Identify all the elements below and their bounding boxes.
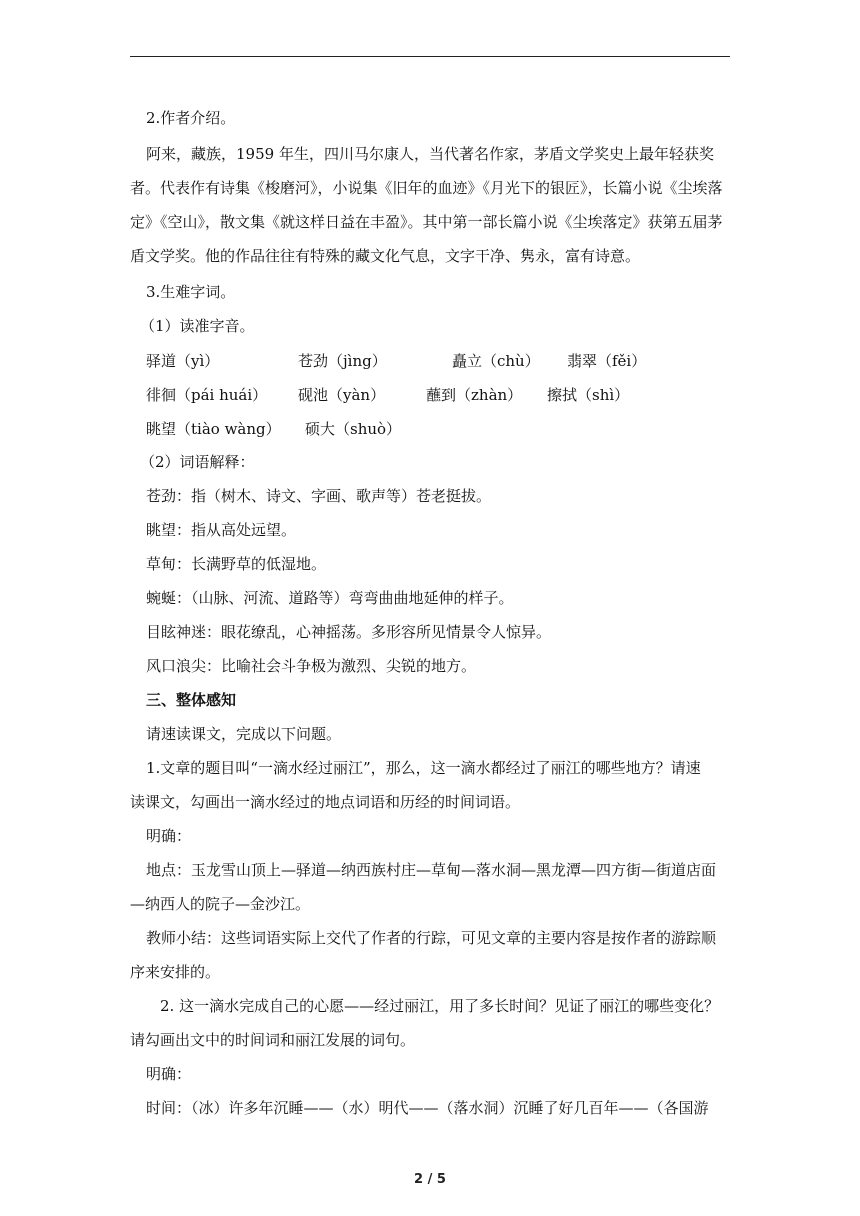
author-paragraph-line-1: 阿来，藏族，1959 年生，四川马尔康人，当代著名作家，茅盾文学奖史上最年轻获奖 [146,145,714,163]
page-number: 2 / 5 [414,1172,446,1187]
question-2-line-2: 请勾画出文中的时间词和丽江发展的词句。 [130,1031,416,1049]
definition-item: 风口浪尖：比喻社会斗争极为激烈、尖锐的地方。 [146,657,477,675]
answer-label-1: 明确： [146,827,192,845]
author-paragraph-line-3: 定》《空山》，散文集《就这样日益在丰盈》。其中第一部长篇小说《尘埃落定》获第五届茅 [130,213,723,231]
pronunciation-item: 眺望（tiào wàng） [146,420,281,438]
question-1-line-1: 1.文章的题目叫“一滴水经过丽江”，那么，这一滴水都经过了丽江的哪些地方？请速 [146,759,701,777]
author-paragraph-line-4: 盾文学奖。他的作品往往有特殊的藏文化气息，文字干净、隽永，富有诗意。 [130,247,641,265]
header-rule [130,56,730,57]
places-line-2: —纳西人的院子—金沙江。 [130,895,311,913]
definition-item: 目眩神迷：眼花缭乱，心神摇荡。多形容所见情景令人惊异。 [146,623,552,641]
pronunciation-title: （1）读准字音。 [140,317,255,335]
places-line-1: 地点：玉龙雪山顶上—驿道—纳西族村庄—草甸—落水洞—黑龙潭—四方街—街道店面 [146,861,717,879]
pronunciation-item: 蘸到（zhàn） [426,386,523,404]
question-1-line-2: 读课文，勾画出一滴水经过的地点词语和历经的时间词语。 [130,793,521,811]
pronunciation-item: 驿道（yì） [146,352,220,370]
pronunciation-item: 翡翠（fěi） [567,352,647,370]
definition-item: 草甸：长满野草的低湿地。 [146,555,327,573]
intro-text: 请速读课文，完成以下问题。 [146,725,342,743]
answer-label-2: 明确： [146,1065,192,1083]
pronunciation-item: 硕大（shuò） [305,420,402,438]
pronunciation-item: 擦拭（shì） [547,386,630,404]
author-paragraph-line-2: 者。代表作有诗集《梭磨河》，小说集《旧年的血迹》《月光下的银匠》，长篇小说《尘埃落 [130,179,723,197]
definitions-title: （2）词语解释： [140,453,255,471]
section-three-title: 三、整体感知 [146,691,237,709]
definition-item: 眺望：指从高处远望。 [146,521,297,539]
definition-item: 蜿蜒：（山脉、河流、道路等）弯弯曲曲地延伸的样子。 [146,589,514,607]
definition-item: 苍劲：指（树木、诗文、字画、歌声等）苍老挺拔。 [146,487,492,505]
section-author-title: 2.作者介绍。 [146,109,236,127]
time-line: 时间：（冰）许多年沉睡——（水）明代——（落水洞）沉睡了好几百年——（各国游 [146,1099,709,1117]
pronunciation-item: 徘徊（pái huái） [146,386,268,404]
teacher-summary-line-2: 序来安排的。 [130,963,221,981]
pronunciation-item: 矗立（chù） [452,352,540,370]
pronunciation-item: 砚池（yàn） [298,386,386,404]
pronunciation-item: 苍劲（jìng） [298,352,387,370]
section-vocab-title: 3.生难字词。 [146,283,236,301]
teacher-summary-line-1: 教师小结：这些词语实际上交代了作者的行踪，可见文章的主要内容是按作者的游踪顺 [146,929,717,947]
question-2-line-1: 2. 这一滴水完成自己的心愿——经过丽江，用了多长时间？见证了丽江的哪些变化？ [160,997,720,1015]
